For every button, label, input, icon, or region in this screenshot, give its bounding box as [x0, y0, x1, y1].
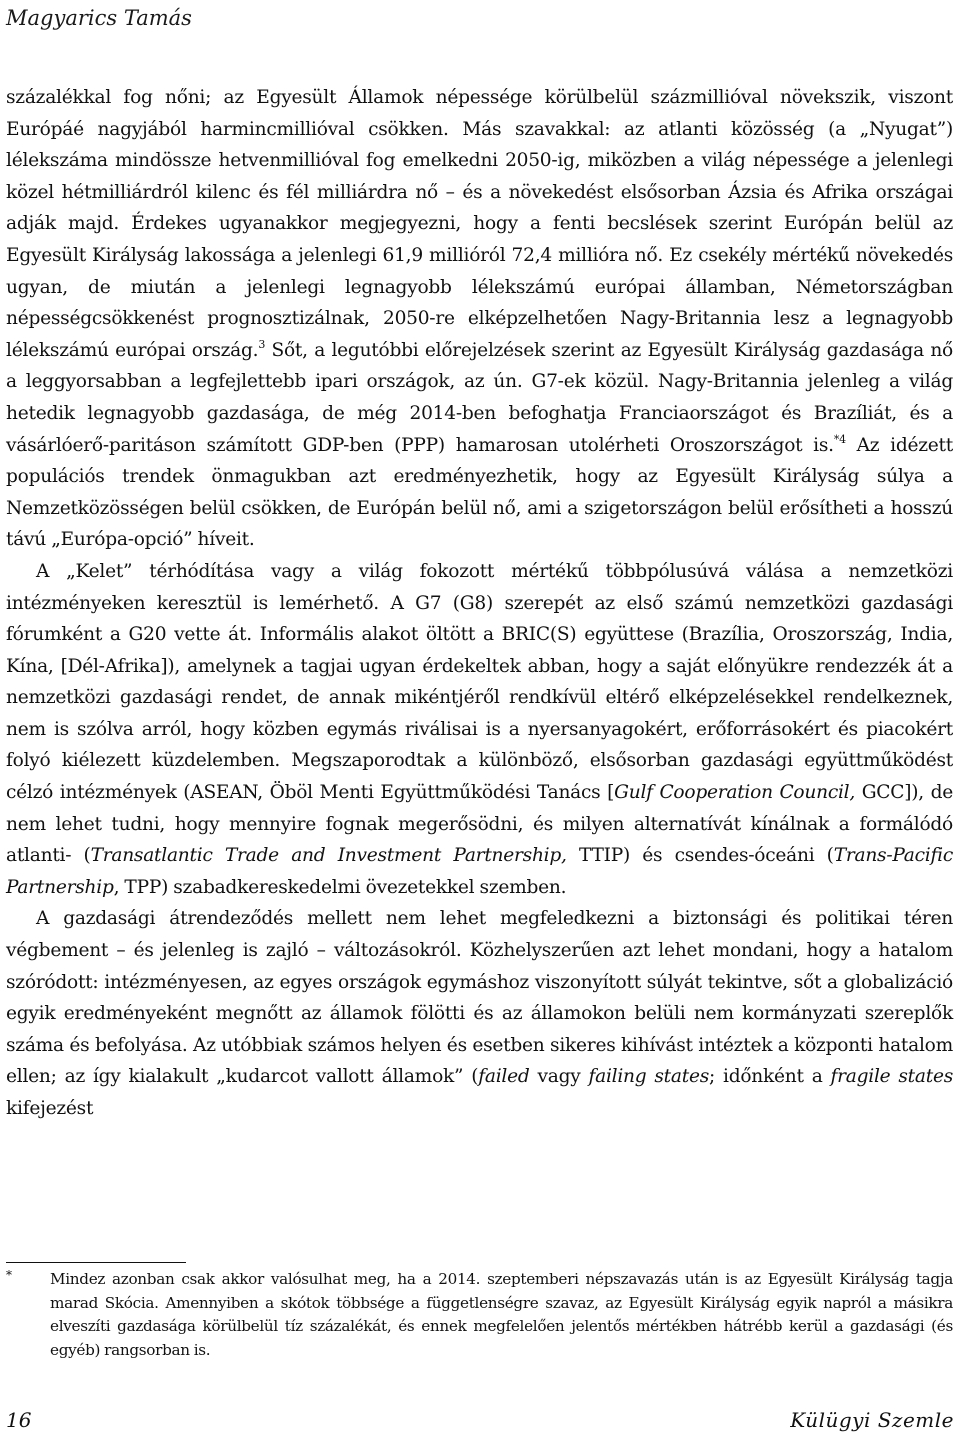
paragraph-2	[6, 556, 953, 904]
footnote-divider	[6, 1262, 186, 1263]
paragraph-3-italic-failed: failed	[478, 1066, 530, 1088]
running-head-author: Magyarics Tamás	[6, 6, 192, 30]
paragraph-3-text-b: vagy	[529, 1066, 589, 1088]
page-number: 16	[6, 1408, 32, 1432]
paragraph-2-italic-gcc: Gulf Cooperation Council,	[614, 782, 856, 804]
paragraph-3-text-c: ; időnként a	[709, 1066, 831, 1088]
footnote-ref-4[interactable]: *4	[833, 432, 846, 446]
article-body	[6, 82, 953, 1125]
paragraph-1-text-c: Az idézett populációs trendek önmagukban azt eredményezhetik, hogy az Egyesült Királyság súlya a Nemzetközösségen belül csökken, de Európán belül nő, ami a szigetországon belül erősítheti a hosszú távú „Európa-opció” híveit.	[6, 434, 953, 551]
paragraph-3-text-a: A gazdasági átrendeződés mellett nem lehet megfeledkezni a biztonsági és politikai téren végbement – és jelenleg is zajló – változásokról. Közhelyszerűen azt lehet mondani, hogy a hatalom szóródott: intézményesen, az egyes országok egymáshoz viszonyított súlyát tekintve, sőt a globalizáció egyik eredményeként megnőtt az államok fölötti és az államokon belüli nem kormányzati szereplők száma és befolyása. Az utóbbiak számos helyen és esetben sikeres kihívást intéztek a központi hatalom ellen; az így kialakult „kudarcot vallott államok” (	[6, 908, 953, 1088]
paragraph-3-text-d: kifejezést	[6, 1098, 94, 1119]
paragraph-1	[6, 82, 953, 556]
journal-title: Külügyi Szemle	[790, 1408, 954, 1432]
paragraph-2-text-a: A „Kelet” térhódítása vagy a világ fokozott mértékű többpólusúvá válása a nemzetközi intézményeken keresztül is lemérhető. A G7 (G8) szerepét az első számú nemzetközi gazdasági fórumként a G20 vette át. Informális alakot öltött a BRIC(S) együttese (Brazília, Oroszország, India, Kína, [Dél-Afrika]), amelynek a tagjai ugyan érdekeltek abban, hogy a saját előnyükre rendezzék át a nemzetközi gazdasági rendet, de annak mikéntjéről rendkívül eltérő elképzelésekkel rendelkeznek, nem is szólva arról, hogy közben egymás riválisai is a nyersanyagokért, erőforrásokért és piacokért folyó kiélezett küzdelemben. Megszaporodtak a különböző, elsősorban gazdasági együttműködést célzó intézmények (ASEAN, Öböl Menti Együttműködési Tanács [	[6, 560, 953, 804]
paragraph-2-text-b: GCC]), de nem lehet tudni, hogy mennyire fognak megerősödni, és milyen alternatívát kínálnak a formálódó atlanti- (	[6, 782, 954, 867]
paragraph-3	[6, 903, 953, 1124]
paragraph-2-text-d: , TPP) szabadkereskedelmi övezetekkel szemben.	[113, 876, 567, 898]
endnote-ref-3[interactable]: 3	[258, 337, 266, 351]
paragraph-2-italic-ttip: Transatlantic Trade and Investment Partnership,	[90, 845, 567, 867]
paragraph-3-italic-failing-states: failing states	[588, 1066, 710, 1088]
paragraph-2-text-c: TTIP) és csendes-óceáni (	[566, 845, 834, 867]
paragraph-2-italic-tpp: Trans-Pacific Partnership	[6, 845, 953, 898]
paragraph-3-italic-fragile-states: fragile states	[830, 1066, 954, 1088]
footnote	[6, 1268, 953, 1362]
paragraph-1-text-a: százalékkal fog nőni; az Egyesült Államok népessége körülbelül százmillióval növekszik, viszont Európáé nagyjából harmincmillióval csökken. Más szavakkal: az atlanti közösség (a „Nyugat”) lélekszáma mindössze hetvenmillióval fog emelkedni 2050-ig, miközben a világ népessége a jelenlegi közel hétmilliárdról kilenc és fél milliárdra nő – és a növekedést elsősorban Ázsia és Afrika országai adják majd. Érdekes ugyanakkor megjegyezni, hogy a fenti becslések szerint Európán belül az Egyesült Királyság lakossága a jelenlegi 61,9 millióról 72,4 millióra nő. Ez csekély mértékű növekedés ugyan, de miután a jelenlegi legnagyobb lélekszámú európai államban, Németországban népességcsökkenést prognosztizálnak, 2050-re elképzelhetően Nagy-Britannia lesz a legnagyobb lélekszámú európai ország.	[6, 87, 953, 361]
footnote-text: Mindez azonban csak akkor valósulhat meg, ha a 2014. szeptemberi népszavazás után is az Egyesült Királyság tagja marad Skócia. Amennyiben a skótok többsége a függetlenségre szavaz, az Egyesült Királyság egyik napról a másikra elveszíti gazdasága körülbelül tíz százalékát, és ennek megfelelően jelentős mértékben hátrébb kerül a gazdasági (és egyéb) rangsorban is.	[50, 1270, 953, 1359]
paragraph-1-text-b: Sőt, a legutóbbi előrejelzések szerint az Egyesült Királyság gazdasága nő a leggyorsabban a legfejlettebb ipari országok, az ún. G7-ek közül. Nagy-Britannia jelenleg a világ hetedik legnagyobb gazdasága, de még 2014-ben befoghatja Franciaországot és Brazíliát, és a vásárlóerő-paritáson számított GDP-ben (PPP) hamarosan utolérheti Oroszországot is.	[6, 339, 953, 456]
footnote-mark: *	[6, 1268, 12, 1282]
